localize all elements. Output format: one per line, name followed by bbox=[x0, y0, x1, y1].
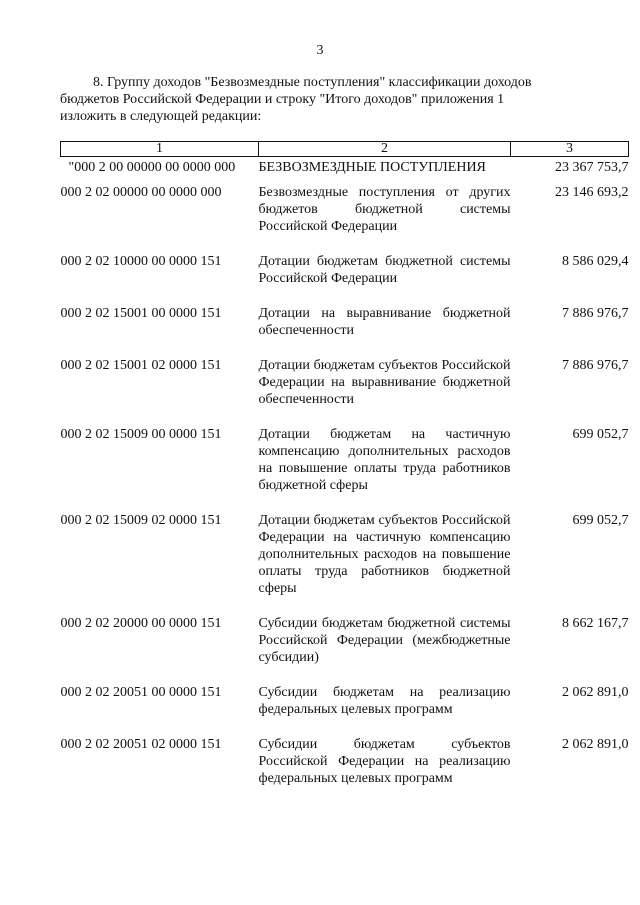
row-code: 000 2 02 20051 02 0000 151 bbox=[60, 737, 222, 752]
row-amount: 699 052,7 bbox=[572, 427, 629, 442]
row-amount: 8 662 167,7 bbox=[562, 616, 629, 631]
row-name: Безвозмездные поступления от других бюджетов бюджетной системы Российской Федерации bbox=[258, 185, 511, 234]
row-amount: 8 586 029,4 bbox=[562, 254, 629, 269]
row-code: 000 2 02 20000 00 0000 151 bbox=[60, 616, 222, 631]
intro-line-3: изложить в следующей редакции: bbox=[60, 109, 262, 124]
intro-line-1: 8. Группу доходов "Безвозмездные поступления" классификации доходов bbox=[93, 75, 532, 90]
row-amount: 7 886 976,7 bbox=[562, 358, 629, 373]
row-amount: 2 062 891,0 bbox=[562, 737, 629, 752]
revenue-table bbox=[60, 141, 629, 805]
row-code: "000 2 00 00000 00 0000 000 bbox=[68, 160, 236, 175]
header-col-2: 2 bbox=[259, 142, 511, 157]
row-code: 000 2 02 10000 00 0000 151 bbox=[60, 254, 222, 269]
row-code: 000 2 02 00000 00 0000 000 bbox=[60, 185, 222, 200]
table-row bbox=[61, 357, 629, 426]
row-name: БЕЗВОЗМЕЗДНЫЕ ПОСТУПЛЕНИЯ bbox=[258, 160, 486, 175]
row-amount: 2 062 891,0 bbox=[562, 685, 629, 700]
row-name: Субсидии бюджетам субъектов Российской Федерации на реализацию федеральных целевых программ bbox=[258, 737, 511, 786]
row-name: Дотации на выравнивание бюджетной обеспеченности bbox=[258, 306, 511, 338]
header-col-3: 3 bbox=[511, 142, 629, 157]
row-name: Дотации бюджетам субъектов Российской Федерации на выравнивание бюджетной обеспеченности bbox=[258, 358, 511, 407]
table-row bbox=[61, 736, 629, 805]
table-row bbox=[61, 184, 629, 253]
row-name: Субсидии бюджетам бюджетной системы Российской Федерации (межбюджетные субсидии) bbox=[258, 616, 511, 665]
row-code: 000 2 02 15009 02 0000 151 bbox=[60, 513, 222, 528]
table-row bbox=[61, 157, 629, 185]
table-row bbox=[61, 426, 629, 512]
row-name: Дотации бюджетам субъектов Российской Федерации на частичную компенсацию дополнительных расходов на повышение оплаты труда работников бюджетной сферы bbox=[258, 513, 511, 596]
intro-paragraph bbox=[60, 74, 576, 125]
intro-line-2: бюджетов Российской Федерации и строку "Итого доходов" приложения 1 bbox=[60, 92, 505, 107]
row-name: Субсидии бюджетам на реализацию федеральных целевых программ bbox=[258, 685, 511, 717]
table-row bbox=[61, 253, 629, 305]
row-amount: 23 146 693,2 bbox=[555, 185, 629, 200]
row-amount: 7 886 976,7 bbox=[562, 306, 629, 321]
row-name: Дотации бюджетам бюджетной системы Российской Федерации bbox=[258, 254, 511, 286]
table-header-row bbox=[61, 142, 629, 157]
header-col-1: 1 bbox=[61, 142, 259, 157]
table-row bbox=[61, 305, 629, 357]
table-row bbox=[61, 684, 629, 736]
row-code: 000 2 02 15001 02 0000 151 bbox=[60, 358, 222, 373]
row-code: 000 2 02 15001 00 0000 151 bbox=[60, 306, 222, 321]
table-row bbox=[61, 512, 629, 615]
row-name: Дотации бюджетам на частичную компенсацию дополнительных расходов на повышение оплаты труда работников бюджетной сферы bbox=[258, 427, 511, 493]
table-row bbox=[61, 615, 629, 684]
row-code: 000 2 02 20051 00 0000 151 bbox=[60, 685, 222, 700]
page-number: 3 bbox=[316, 43, 324, 58]
row-amount: 699 052,7 bbox=[572, 513, 629, 528]
row-code: 000 2 02 15009 00 0000 151 bbox=[60, 427, 222, 442]
row-amount: 23 367 753,7 bbox=[555, 160, 629, 175]
